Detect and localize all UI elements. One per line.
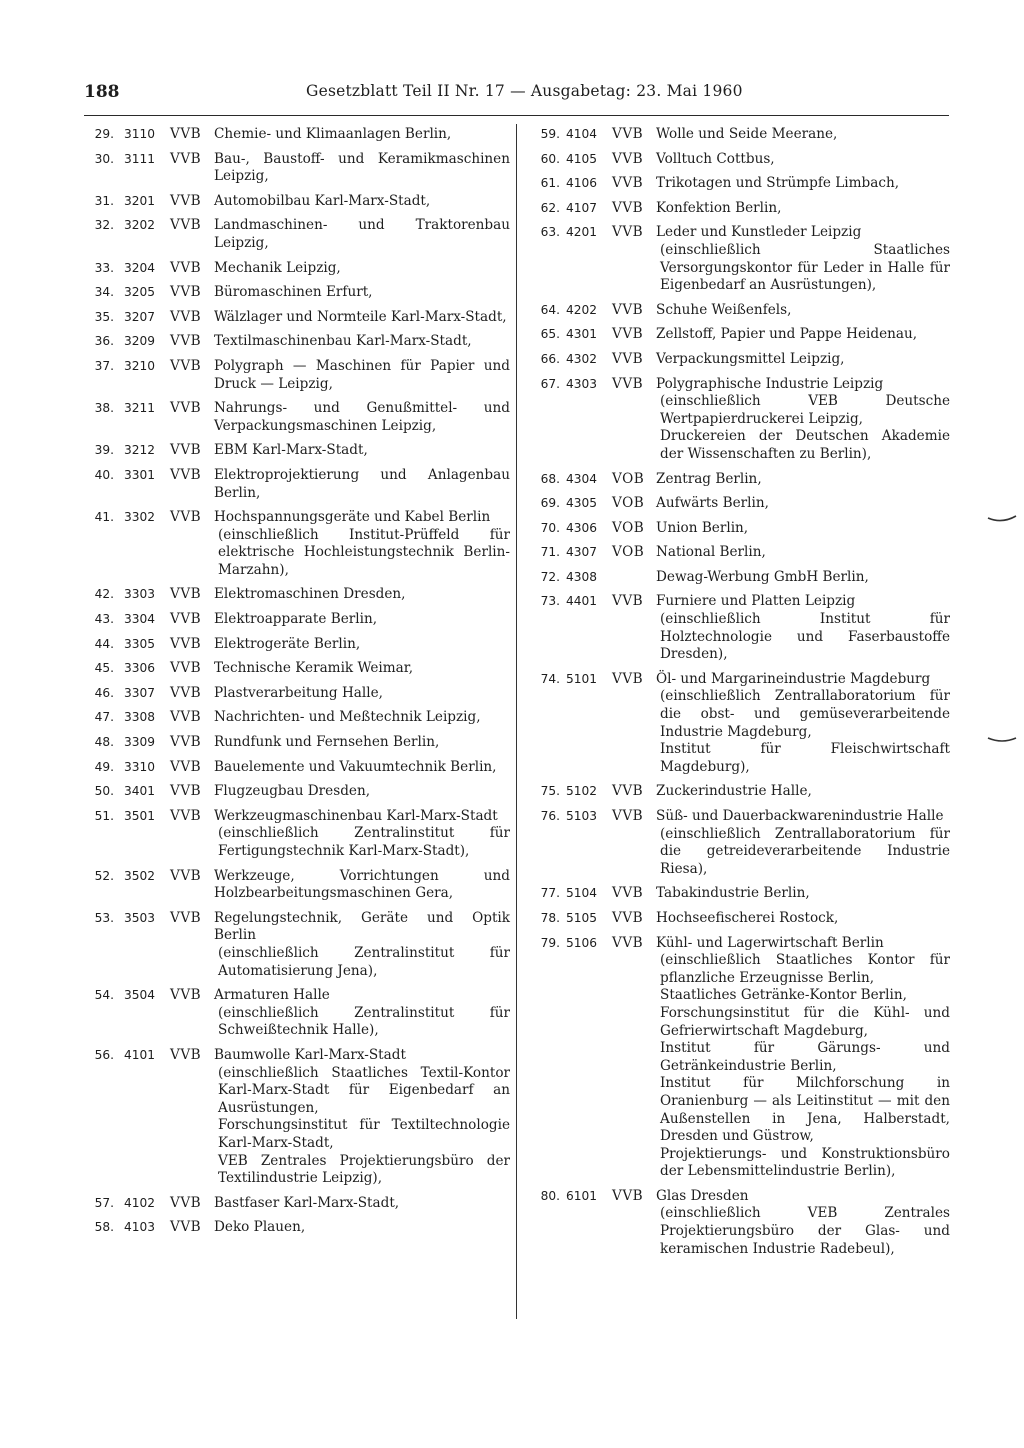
- entry-number: 52.: [94, 868, 114, 883]
- list-entry: [530, 376, 950, 464]
- column-divider: [516, 124, 517, 1319]
- entry-name: Rundfunk und Fernsehen Berlin,: [214, 734, 440, 751]
- list-entry: [530, 885, 950, 903]
- entry-kind: VVB: [612, 1187, 644, 1204]
- entry-detail: Institut für Gärungs- und Getränkeindustrie Berlin,: [660, 1040, 950, 1074]
- entry-kind: VVB: [170, 987, 202, 1004]
- entry-detail: (einschließlich Staatliches Kontor für pflanzliche Erzeugnisse Berlin,: [660, 952, 950, 986]
- entry-kind: VVB: [170, 442, 202, 459]
- entry-kind: VOB: [612, 470, 645, 487]
- entry-name: Verpackungsmittel Leipzig,: [656, 350, 845, 367]
- entry-number: 72.: [540, 569, 560, 584]
- entry-kind: VOB: [612, 544, 645, 561]
- entry-detail: Druckereien der Deutschen Akademie der Wissenschaften zu Berlin),: [660, 428, 950, 462]
- list-entry: [84, 636, 510, 654]
- entry-number: 80.: [540, 1188, 560, 1203]
- entry-code: 3305: [124, 636, 156, 651]
- list-entry: [84, 151, 510, 186]
- margin-tick-mark: [988, 516, 1016, 521]
- entry-code: 3307: [124, 685, 156, 700]
- entry-kind: VVB: [170, 867, 202, 884]
- list-entry: [530, 1188, 950, 1258]
- entry-code: 3306: [124, 661, 156, 676]
- entry-name: Chemie- und Klimaanlagen Berlin,: [214, 126, 452, 142]
- entry-name: Zuckerindustrie Halle,: [656, 783, 812, 800]
- entry-code: 4105: [566, 151, 598, 166]
- entry-kind: VVB: [170, 1046, 202, 1063]
- entry-name: Zellstoff, Papier und Pappe Heidenau,: [656, 326, 918, 343]
- entry-kind: VVB: [170, 807, 202, 824]
- entry-code: 5103: [566, 809, 598, 823]
- entry-name: Werkzeugmaschinenbau Karl-Marx-Stadt: [214, 807, 498, 824]
- list-entry: [530, 175, 950, 193]
- entry-code: 3201: [124, 193, 156, 208]
- margin-tick-mark: [988, 738, 1016, 741]
- entry-detail: (einschließlich Zentrallaboratorium für die obst- und gemüseverarbeitende Industrie Magdeburg,: [660, 688, 950, 740]
- entry-name: National Berlin,: [656, 544, 766, 561]
- entry-kind: VVB: [170, 709, 202, 726]
- list-entry: [84, 358, 510, 393]
- entry-code: 3111: [124, 151, 156, 166]
- entry-kind: VVB: [170, 509, 202, 526]
- list-entry: [84, 284, 510, 302]
- list-entry: [84, 509, 510, 579]
- entry-name: Konfektion Berlin,: [656, 199, 782, 216]
- entry-code: 5105: [566, 910, 598, 925]
- entry-name: Flugzeugbau Dresden,: [214, 783, 371, 800]
- entry-name: Aufwärts Berlin,: [656, 495, 769, 512]
- entry-code: 3503: [124, 910, 156, 925]
- list-entry: [530, 495, 950, 513]
- entry-number: 59.: [540, 127, 560, 141]
- entry-kind: VVB: [170, 259, 202, 276]
- entry-code: 4106: [566, 176, 598, 191]
- entry-number: 35.: [94, 309, 114, 324]
- list-entry: [84, 126, 510, 144]
- entry-number: 37.: [94, 358, 114, 373]
- entry-number: 38.: [94, 401, 114, 416]
- entry-code: 4101: [124, 1047, 156, 1062]
- entry-code: 4303: [566, 376, 598, 391]
- entry-detail: (einschließlich VEB Deutsche Wertpapierdruckerei Leipzig,: [660, 393, 950, 427]
- list-entry: [84, 217, 510, 252]
- page-number: 188: [84, 82, 120, 102]
- entry-kind: VVB: [612, 885, 644, 902]
- entry-code: 5104: [566, 886, 598, 901]
- entry-name: Leder und Kunstleder Leipzig: [656, 224, 862, 241]
- entry-name: Elektroprojektierung und Anlagenbau Berlin,: [214, 466, 510, 501]
- entry-name: EBM Karl-Marx-Stadt,: [214, 442, 368, 459]
- list-entry: [84, 467, 510, 502]
- entry-name: Nachrichten- und Meßtechnik Leipzig,: [214, 709, 481, 726]
- list-entry: [530, 200, 950, 218]
- entry-name: Trikotagen und Strümpfe Limbach,: [656, 175, 900, 192]
- entry-detail: (einschließlich Institut-Prüffeld für elektrische Hochleistungstechnik Berlin-Marzahn),: [218, 526, 510, 578]
- entry-number: 50.: [94, 784, 114, 799]
- entry-name: Wälzlager und Normteile Karl-Marx-Stadt,: [214, 308, 507, 325]
- list-entry: [530, 471, 950, 489]
- entry-name: Büromaschinen Erfurt,: [214, 284, 373, 301]
- entry-kind: VVB: [170, 909, 202, 926]
- entry-name: Werkzeuge, Vorrichtungen und Holzbearbeitungsmaschinen Gera,: [214, 867, 510, 902]
- entry-code: 3210: [124, 358, 156, 373]
- entry-kind: VVB: [612, 326, 644, 343]
- entry-kind: VVB: [170, 400, 202, 417]
- list-entry: [530, 126, 950, 144]
- entry-number: 29.: [94, 127, 114, 141]
- entry-number: 51.: [94, 808, 114, 823]
- list-entry: [84, 910, 510, 980]
- entry-code: 4307: [566, 545, 598, 560]
- entry-number: 76.: [540, 809, 560, 823]
- entry-number: 47.: [94, 710, 114, 725]
- entry-kind: VVB: [612, 175, 644, 192]
- entry-name: Öl- und Margarineindustrie Magdeburg: [656, 670, 931, 687]
- entry-number: 46.: [94, 685, 114, 700]
- list-entry: [530, 783, 950, 801]
- entry-number: 69.: [540, 496, 560, 511]
- entry-kind: VVB: [170, 783, 202, 800]
- entry-code: 3207: [124, 309, 156, 324]
- entry-name: Polygraphische Industrie Leipzig: [656, 375, 884, 392]
- entry-kind: VVB: [170, 758, 202, 775]
- entry-number: 63.: [540, 225, 560, 240]
- entry-number: 45.: [94, 661, 114, 676]
- entry-kind: VVB: [612, 375, 644, 392]
- list-entry: [84, 685, 510, 703]
- entry-number: 58.: [94, 1220, 114, 1235]
- entry-kind: VVB: [170, 192, 202, 209]
- entry-name: Mechanik Leipzig,: [214, 259, 341, 276]
- entry-number: 49.: [94, 759, 114, 774]
- list-entry: [530, 520, 950, 538]
- page-header: [84, 82, 944, 108]
- entry-number: 54.: [94, 988, 114, 1003]
- entry-detail: (einschließlich Zentralinstitut für Schweißtechnik Halle),: [218, 1004, 510, 1039]
- list-entry: [84, 400, 510, 435]
- entry-code: 5106: [566, 935, 598, 950]
- entry-number: 74.: [540, 671, 560, 686]
- entry-detail: Staatliches Getränke-Kontor Berlin,: [660, 987, 907, 1004]
- entry-number: 30.: [94, 151, 114, 166]
- entry-code: 4305: [566, 496, 598, 511]
- list-entry: [84, 759, 510, 777]
- list-entry: [530, 671, 950, 777]
- entry-number: 43.: [94, 612, 114, 627]
- list-entry: [84, 734, 510, 752]
- list-entry: [530, 224, 950, 294]
- entry-code: 3110: [124, 127, 156, 141]
- entry-code: 4103: [124, 1220, 156, 1235]
- entry-name: Bau-, Baustoff- und Keramikmaschinen Leipzig,: [214, 150, 510, 185]
- entry-code: 4201: [566, 225, 598, 240]
- entry-number: 44.: [94, 636, 114, 651]
- entry-kind: VVB: [612, 783, 644, 800]
- list-entry: [530, 910, 950, 928]
- entry-kind: VVB: [170, 734, 202, 751]
- list-entry: [84, 987, 510, 1040]
- entry-name: Bauelemente und Vakuumtechnik Berlin,: [214, 758, 497, 775]
- list-entry: [84, 1195, 510, 1213]
- entry-detail: (einschließlich VEB Zentrales Projektierungsbüro der Glas- und keramischen Industrie Radebeul),: [660, 1205, 950, 1257]
- entry-detail: Institut für Fleischwirtschaft Magdeburg),: [660, 741, 950, 775]
- entry-code: 5102: [566, 784, 598, 799]
- list-entry: [84, 660, 510, 678]
- entry-kind: VVB: [612, 301, 644, 318]
- entry-code: 3502: [124, 868, 156, 883]
- entry-kind: VVB: [170, 586, 202, 603]
- entry-number: 77.: [540, 886, 560, 901]
- right-column: [530, 126, 950, 1265]
- entry-detail: (einschließlich Staatliches Versorgungskontor für Leder in Halle für Eigenbedarf an Ausrüstungen),: [660, 241, 950, 294]
- entry-name: Nahrungs- und Genußmittel- und Verpackungsmaschinen Leipzig,: [214, 400, 510, 434]
- entry-number: 66.: [540, 351, 560, 366]
- entry-kind: VVB: [612, 670, 644, 687]
- entry-kind: VVB: [612, 199, 644, 216]
- list-entry: [530, 569, 950, 587]
- entry-name: Süß- und Dauerbackwarenindustrie Halle: [656, 808, 944, 824]
- entry-kind: VVB: [170, 308, 202, 325]
- entry-code: 3302: [124, 510, 156, 525]
- entry-kind: VVB: [612, 593, 644, 610]
- list-entry: [84, 260, 510, 278]
- entry-kind: VVB: [170, 217, 202, 234]
- entry-detail: (einschließlich Staatliches Textil-Kontor Karl-Marx-Stadt für Eigenbedarf an Ausrüstungen,: [218, 1064, 510, 1116]
- entry-number: 31.: [94, 193, 114, 208]
- list-entry: [84, 783, 510, 801]
- entry-detail: Forschungsinstitut für Textiltechnologie Karl-Marx-Stadt,: [218, 1117, 510, 1151]
- entry-code: 4304: [566, 471, 598, 486]
- entry-number: 42.: [94, 587, 114, 602]
- entry-code: 4308: [566, 569, 598, 584]
- list-entry: [84, 611, 510, 629]
- list-entry: [530, 935, 950, 1181]
- list-entry: [84, 709, 510, 727]
- entry-name: Deko Plauen,: [214, 1219, 306, 1236]
- entry-name: Wolle und Seide Meerane,: [656, 126, 838, 142]
- entry-name: Elektromaschinen Dresden,: [214, 586, 406, 603]
- entry-name: Technische Keramik Weimar,: [214, 660, 414, 677]
- entry-number: 73.: [540, 594, 560, 609]
- list-entry: [84, 333, 510, 351]
- entry-number: 71.: [540, 545, 560, 560]
- entry-code: 3301: [124, 467, 156, 482]
- entry-name: Hochseefischerei Rostock,: [656, 909, 839, 926]
- left-column: [84, 126, 510, 1244]
- entry-name: Elektroapparate Berlin,: [214, 611, 378, 628]
- entry-code: 3401: [124, 784, 156, 799]
- entry-name: Baumwolle Karl-Marx-Stadt: [214, 1046, 406, 1063]
- entry-name: Bastfaser Karl-Marx-Stadt,: [214, 1194, 400, 1211]
- entry-code: 3303: [124, 587, 156, 602]
- entry-kind: VVB: [170, 284, 202, 301]
- list-entry: [530, 351, 950, 369]
- entry-kind: VVB: [612, 150, 644, 167]
- entry-kind: VVB: [612, 909, 644, 926]
- entry-name: Dewag-Werbung GmbH Berlin,: [656, 568, 869, 585]
- list-entry: [84, 808, 510, 861]
- entry-name: Armaturen Halle: [214, 987, 330, 1004]
- entry-code: 3308: [124, 710, 156, 725]
- entry-kind: VVB: [612, 126, 644, 142]
- entry-name: Elektrogeräte Berlin,: [214, 635, 361, 652]
- entry-number: 61.: [540, 176, 560, 191]
- entry-detail: Institut für Milchforschung in Oranienburg — als Leitinstitut — mit den Außenstellen in Jena, Halberstadt, Dresden und Güstrow,: [660, 1075, 950, 1145]
- entry-number: 34.: [94, 285, 114, 300]
- list-entry: [530, 302, 950, 320]
- entry-code: 3310: [124, 759, 156, 774]
- entry-code: 4202: [566, 302, 598, 317]
- list-entry: [530, 593, 950, 663]
- list-entry: [530, 151, 950, 169]
- list-entry: [84, 193, 510, 211]
- entry-name: Landmaschinen- und Traktorenbau Leipzig,: [214, 217, 510, 251]
- entry-number: 53.: [94, 910, 114, 925]
- entry-name: Regelungstechnik, Geräte und Optik Berlin: [214, 909, 510, 944]
- entry-detail: Projektierungs- und Konstruktionsbüro der Lebensmittelindustrie Berlin),: [660, 1145, 950, 1180]
- entry-name: Glas Dresden: [656, 1187, 749, 1204]
- entry-name: Volltuch Cottbus,: [656, 150, 775, 167]
- list-entry: [530, 808, 950, 878]
- entry-number: 32.: [94, 218, 114, 233]
- list-entry: [530, 326, 950, 344]
- entry-name: Plastverarbeitung Halle,: [214, 684, 383, 701]
- entry-kind: VOB: [612, 519, 645, 536]
- entry-number: 48.: [94, 735, 114, 750]
- entry-number: 75.: [540, 784, 560, 799]
- entry-code: 4107: [566, 200, 598, 215]
- entry-name: Zentrag Berlin,: [656, 470, 762, 487]
- entry-code: 3209: [124, 334, 156, 349]
- entry-code: 5101: [566, 671, 598, 686]
- entry-code: 3309: [124, 735, 156, 750]
- entry-number: 56.: [94, 1047, 114, 1062]
- entry-detail: (einschließlich Zentralinstitut für Fertigungstechnik Karl-Marx-Stadt),: [218, 825, 510, 859]
- entry-name: Textilmaschinenbau Karl-Marx-Stadt,: [214, 333, 472, 350]
- entry-detail: Forschungsinstitut für die Kühl- und Gefrierwirtschaft Magdeburg,: [660, 1004, 950, 1039]
- entry-kind: VVB: [612, 808, 644, 824]
- entry-number: 60.: [540, 151, 560, 166]
- entry-code: 3202: [124, 218, 156, 233]
- margin-marks: [986, 510, 1020, 750]
- list-entry: [530, 544, 950, 562]
- list-entry: [84, 586, 510, 604]
- entry-name: Polygraph — Maschinen für Papier und Druck — Leipzig,: [214, 357, 510, 392]
- entry-number: 57.: [94, 1195, 114, 1210]
- entry-kind: VVB: [170, 357, 202, 374]
- entry-detail: VEB Zentrales Projektierungsbüro der Textilindustrie Leipzig),: [218, 1152, 510, 1187]
- entry-code: 3211: [124, 401, 156, 416]
- entry-name: Tabakindustrie Berlin,: [656, 885, 810, 902]
- entry-number: 64.: [540, 302, 560, 317]
- list-entry: [84, 442, 510, 460]
- entry-number: 65.: [540, 327, 560, 342]
- entry-number: 67.: [540, 376, 560, 391]
- list-entry: [84, 1047, 510, 1188]
- entry-number: 79.: [540, 935, 560, 950]
- entry-code: 4104: [566, 127, 598, 141]
- entry-number: 62.: [540, 200, 560, 215]
- entry-code: 4102: [124, 1195, 156, 1210]
- entry-code: 4302: [566, 351, 598, 366]
- entry-number: 40.: [94, 467, 114, 482]
- list-entry: [84, 309, 510, 327]
- entry-code: 3504: [124, 988, 156, 1003]
- list-entry: [84, 868, 510, 903]
- entry-name: Union Berlin,: [656, 519, 749, 536]
- header-rule: [84, 115, 949, 116]
- entry-name: Hochspannungsgeräte und Kabel Berlin: [214, 509, 491, 526]
- entry-name: Furniere und Platten Leipzig: [656, 593, 856, 610]
- entry-number: 39.: [94, 443, 114, 458]
- entry-code: 3204: [124, 260, 156, 275]
- entry-number: 41.: [94, 510, 114, 525]
- entry-kind: VVB: [612, 934, 644, 951]
- entry-kind: VVB: [170, 635, 202, 652]
- entry-kind: VVB: [170, 684, 202, 701]
- entry-number: 33.: [94, 260, 114, 275]
- entry-kind: VVB: [170, 126, 202, 142]
- entry-kind: VVB: [170, 333, 202, 350]
- entry-kind: VVB: [612, 350, 644, 367]
- entry-code: 4301: [566, 327, 598, 342]
- entry-name: Automobilbau Karl-Marx-Stadt,: [214, 192, 431, 209]
- entry-code: 3205: [124, 285, 156, 300]
- entry-number: 68.: [540, 471, 560, 486]
- entry-code: 3212: [124, 443, 156, 458]
- entry-kind: VVB: [170, 1219, 202, 1236]
- entry-name: Kühl- und Lagerwirtschaft Berlin: [656, 934, 884, 951]
- entry-name: Schuhe Weißenfels,: [656, 301, 792, 318]
- entry-detail: (einschließlich Institut für Holztechnologie und Faserbaustoffe Dresden),: [660, 611, 950, 663]
- entry-kind: VVB: [170, 660, 202, 677]
- entry-number: 36.: [94, 334, 114, 349]
- entry-kind: VVB: [170, 1194, 202, 1211]
- entry-kind: VVB: [612, 224, 644, 241]
- entry-code: 3501: [124, 808, 156, 823]
- entry-code: 4306: [566, 520, 598, 535]
- entry-number: 78.: [540, 910, 560, 925]
- entry-kind: VVB: [170, 611, 202, 628]
- entry-code: 3304: [124, 612, 156, 627]
- entry-code: 4401: [566, 594, 598, 609]
- entry-code: 6101: [566, 1188, 598, 1203]
- entry-number: 70.: [540, 520, 560, 535]
- entry-detail: (einschließlich Zentrallaboratorium für die getreideverarbeitende Industrie Riesa),: [660, 825, 950, 877]
- list-entry: [84, 1219, 510, 1237]
- entry-kind: VVB: [170, 466, 202, 483]
- entry-detail: (einschließlich Zentralinstitut für Automatisierung Jena),: [218, 944, 510, 979]
- entry-kind: VOB: [612, 495, 645, 512]
- page-title: Gesetzblatt Teil II Nr. 17 — Ausgabetag: 23. Mai 1960: [306, 82, 743, 100]
- entry-kind: VVB: [170, 150, 202, 167]
